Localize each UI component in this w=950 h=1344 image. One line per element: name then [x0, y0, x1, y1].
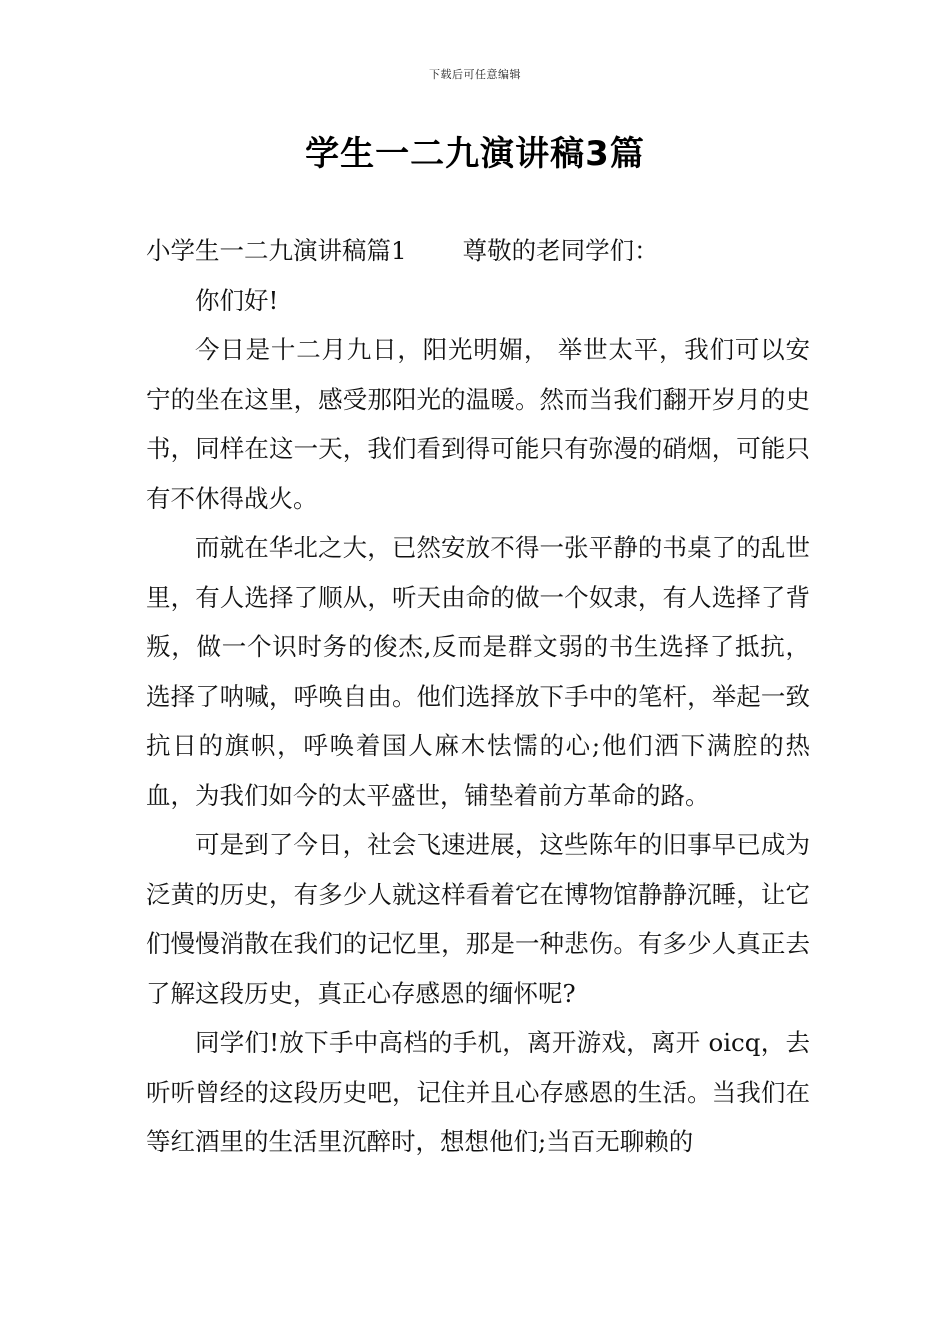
paragraph: 你们好!: [195, 285, 279, 315]
paragraph: 而就在华北之大，已然安放不得一张平静的书桌了的乱世里，有人选择了顺从，听天由命的做一个奴隶，有人选择了背叛，做一个识时务的俊杰,反而是群文弱的书生选择了抵抗，选择了呐喊，呼唤自由。他们选择放下手中的笔杆，举起一致抗日的旗帜，呼唤着国人麻木怯懦的心;他们洒下满腔的热血，为我们如今的太平盛世，铺垫着前方革命的路。: [146, 533, 810, 810]
paragraph: 可是到了今日，社会飞速进展，这些陈年的旧事早已成为泛黄的历史，有多少人就这样看着它在博物馆静静沉睡，让它们慢慢消散在我们的记忆里，那是一种悲伤。有多少人真正去了解这段历史，真正心存感恩的缅怀呢?: [146, 830, 810, 1008]
intro-line: [146, 226, 810, 276]
section-heading: 小学生一二九演讲稿篇1: [146, 236, 407, 265]
header-note: 下载后可任意编辑: [429, 68, 521, 81]
document-title: 学生一二九演讲稿3篇: [305, 134, 645, 174]
salutation: 尊敬的老同学们：: [462, 236, 659, 265]
paragraph: 今日是十二月九日，阳光明媚， 举世太平，我们可以安宁的坐在这里，感受那阳光的温暖。然而当我们翻开岁月的史书，同样在这一天，我们看到得可能只有弥漫的硝烟，可能只有不休得战火。: [146, 335, 810, 513]
paragraph: 同学们!放下手中高档的手机，离开游戏，离开 oicq，去听听曾经的这段历史吧，记住并且心存感恩的生活。当我们在等红酒里的生活里沉醉时，想想他们;当百无聊赖的: [146, 1028, 810, 1156]
document-body: [146, 226, 810, 1167]
